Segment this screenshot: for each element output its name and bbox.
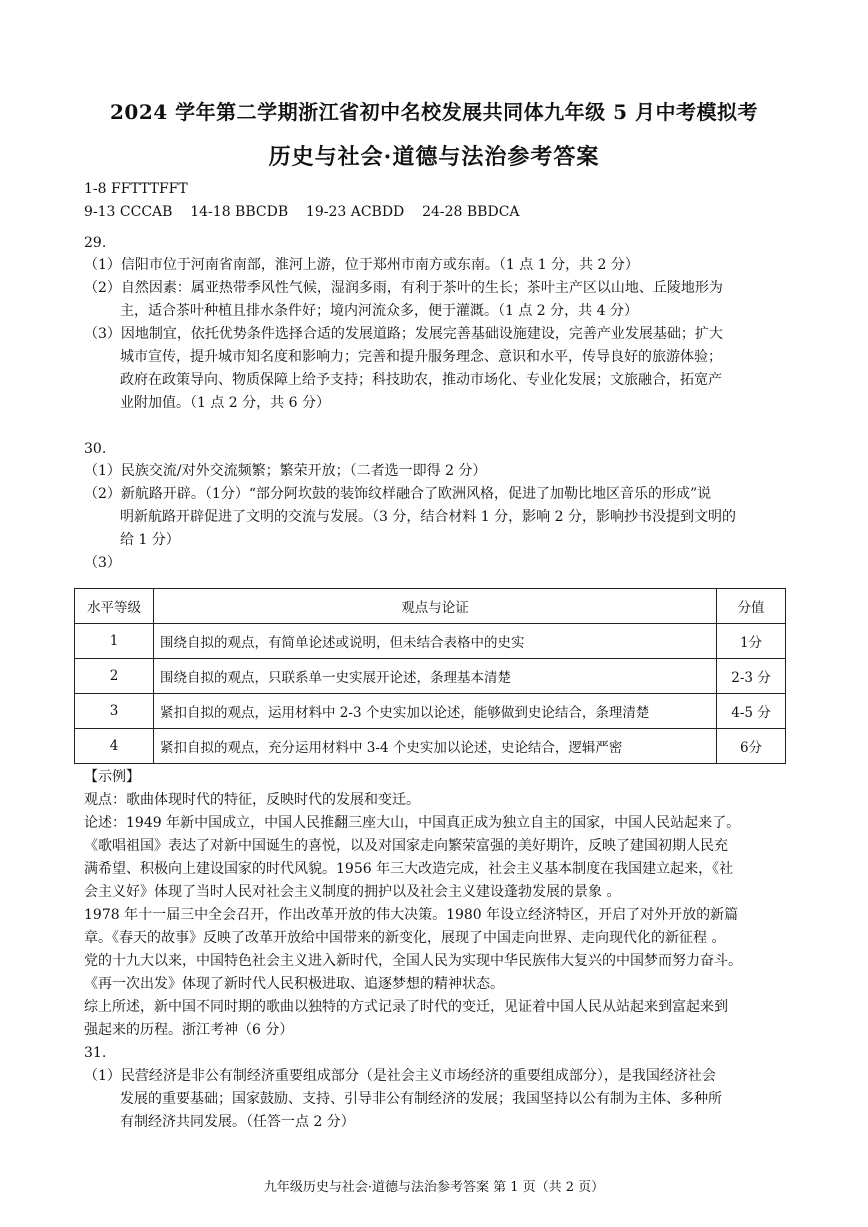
example-argument-line2: 《歌唱祖国》表达了对新中国诞生的喜悦，以及对国家走向繁荣富强的美好期许，反映了建国初期人民充 (84, 838, 728, 854)
description-cell: 围绕自拟的观点，只联系单一史实展开论述，条理基本清楚 (154, 659, 717, 694)
example-argument-line4: 会主义好》体现了当时人民对社会主义制度的拥护以及社会主义建设蓬勃发展的景象 。 (84, 884, 621, 900)
page-footer: 九年级历史与社会·道德与法治参考答案 第 1 页（共 2 页） (263, 1180, 605, 1195)
table-row (75, 694, 786, 729)
level-cell: 2 (75, 659, 154, 694)
table-header-row (75, 589, 786, 624)
exam-title: 2024 学年第二学期浙江省初中名校发展共同体九年级 5 月中考模拟考 (110, 100, 758, 124)
header-level: 水平等级 (75, 589, 154, 624)
q29-part3-line2: 城市宣传，提升城市知名度和影响力；完善和提升服务理念、意识和水平，传导良好的旅游体验； (120, 349, 722, 365)
q30-part2-line1: （2）新航路开辟。（1分）“部分阿坎鼓的装饰纹样融合了欧洲风格，促进了加勒比地区音乐的形成”说 (84, 486, 712, 502)
example-argument-line5: 1978 年十一届三中全会召开，作出改革开放的伟大决策。1980 年设立经济特区，开启了对外开放的新篇 (84, 907, 739, 923)
example-argument-line8: 《再一次出发》体现了新时代人民积极进取、追逐梦想的精神状态。 (84, 976, 504, 992)
example-conclusion-line2: 强起来的历程。浙江考神（6 分） (84, 1022, 294, 1038)
score-cell: 1分 (717, 624, 786, 659)
description-cell: 围绕自拟的观点，有简单论述或说明，但未结合表格中的史实 (154, 624, 717, 659)
choice-answers-row2: 9-13 CCCAB 14-18 BBCDB 19-23 ACBDD 24-28 BBDCA (84, 204, 520, 220)
example-viewpoint: 观点：歌曲体现时代的特征，反映时代的发展和变迁。 (84, 792, 420, 808)
level-cell: 1 (75, 624, 154, 659)
question-29-number: 29. (84, 235, 107, 251)
example-conclusion-line1: 综上所述，新中国不同时期的歌曲以独特的方式记录了时代的变迁，见证着中国人民从站起来到富起来到 (84, 999, 728, 1015)
table-row (75, 624, 786, 659)
q29-part3-line4: 业附加值。（1 点 2 分，共 6 分） (120, 395, 330, 411)
header-viewpoint: 观点与论证 (154, 589, 717, 624)
score-cell: 6分 (717, 729, 786, 764)
q31-part1-line3: 有制经济共同发展。（任答一点 2 分） (120, 1114, 355, 1130)
example-argument-line6: 章。《春天的故事》反映了改革开放给中国带来的新变化，展现了中国走向世界、走向现代化的新征程 。 (84, 930, 726, 946)
example-label: 【示例】 (84, 769, 140, 785)
choice-answers-row1: 1-8 FFTTTFFT (84, 181, 188, 197)
description-cell: 紧扣自拟的观点，充分运用材料中 3-4 个史实加以论述，史论结合，逻辑严密 (154, 729, 717, 764)
q30-part1: （1）民族交流/对外交流频繁；繁荣开放；（二者选一即得 2 分） (84, 463, 487, 479)
example-argument-line7: 党的十九大以来，中国特色社会主义进入新时代，全国人民为实现中华民族伟大复兴的中国梦而努力奋斗。 (84, 953, 742, 969)
level-cell: 4 (75, 729, 154, 764)
table-row (75, 729, 786, 764)
level-cell: 3 (75, 694, 154, 729)
q29-part1: （1）信阳市位于河南省南部，淮河上游，位于郑州市南方或东南。（1 点 1 分，共 2 分） (84, 257, 639, 273)
q29-part2-line1: （2）自然因素：属亚热带季风性气候，湿润多雨，有利于茶叶的生长；茶叶主产区以山地、丘陵地形为 (84, 280, 723, 296)
example-argument-line3: 满希望、积极向上建设国家的时代风貌。1956 年三大改造完成，社会主义基本制度在我国建立起来，《社 (84, 861, 734, 877)
q29-part3-line3: 政府在政策导向、物质保障上给予支持；科技助农，推动市场化、专业化发展；文旅融合，拓宽产 (120, 372, 722, 388)
score-cell: 4-5 分 (717, 694, 786, 729)
q30-part2-line2: 明新航路开辟促进了文明的交流与发展。（3 分，结合材料 1 分，影响 2 分，影响抄书没提到文明的 (120, 509, 736, 525)
q30-part3: （3） (84, 555, 121, 571)
header-score: 分值 (717, 589, 786, 624)
description-cell: 紧扣自拟的观点，运用材料中 2-3 个史实加以论述，能够做到史论结合，条理清楚 (154, 694, 717, 729)
question-31-number: 31. (84, 1045, 107, 1061)
question-30-number: 30. (84, 441, 107, 457)
q29-part3-line1: （3）因地制宜，依托优势条件选择合适的发展道路；发展完善基础设施建设，完善产业发展基础；扩大 (84, 326, 723, 342)
q31-part1-line1: （1）民营经济是非公有制经济重要组成部分（是社会主义市场经济的重要组成部分），是我国经济社会 (84, 1068, 716, 1084)
answer-subtitle: 历史与社会·道德与法治参考答案 (268, 144, 600, 170)
example-argument-line1: 论述：1949 年新中国成立，中国人民推翻三座大山，中国真正成为独立自主的国家，中国人民站起来了。 (84, 815, 741, 831)
q29-part2-line2: 主，适合茶叶种植且排水条件好；境内河流众多，便于灌溉。（1 点 2 分，共 4 分） (120, 303, 638, 319)
scoring-rubric-table (74, 588, 786, 764)
q30-part2-line3: 给 1 分） (120, 532, 180, 548)
table-row (75, 659, 786, 694)
score-cell: 2-3 分 (717, 659, 786, 694)
q31-part1-line2: 发展的重要基础；国家鼓励、支持、引导非公有制经济的发展；我国坚持以公有制为主体、多种所 (120, 1091, 722, 1107)
